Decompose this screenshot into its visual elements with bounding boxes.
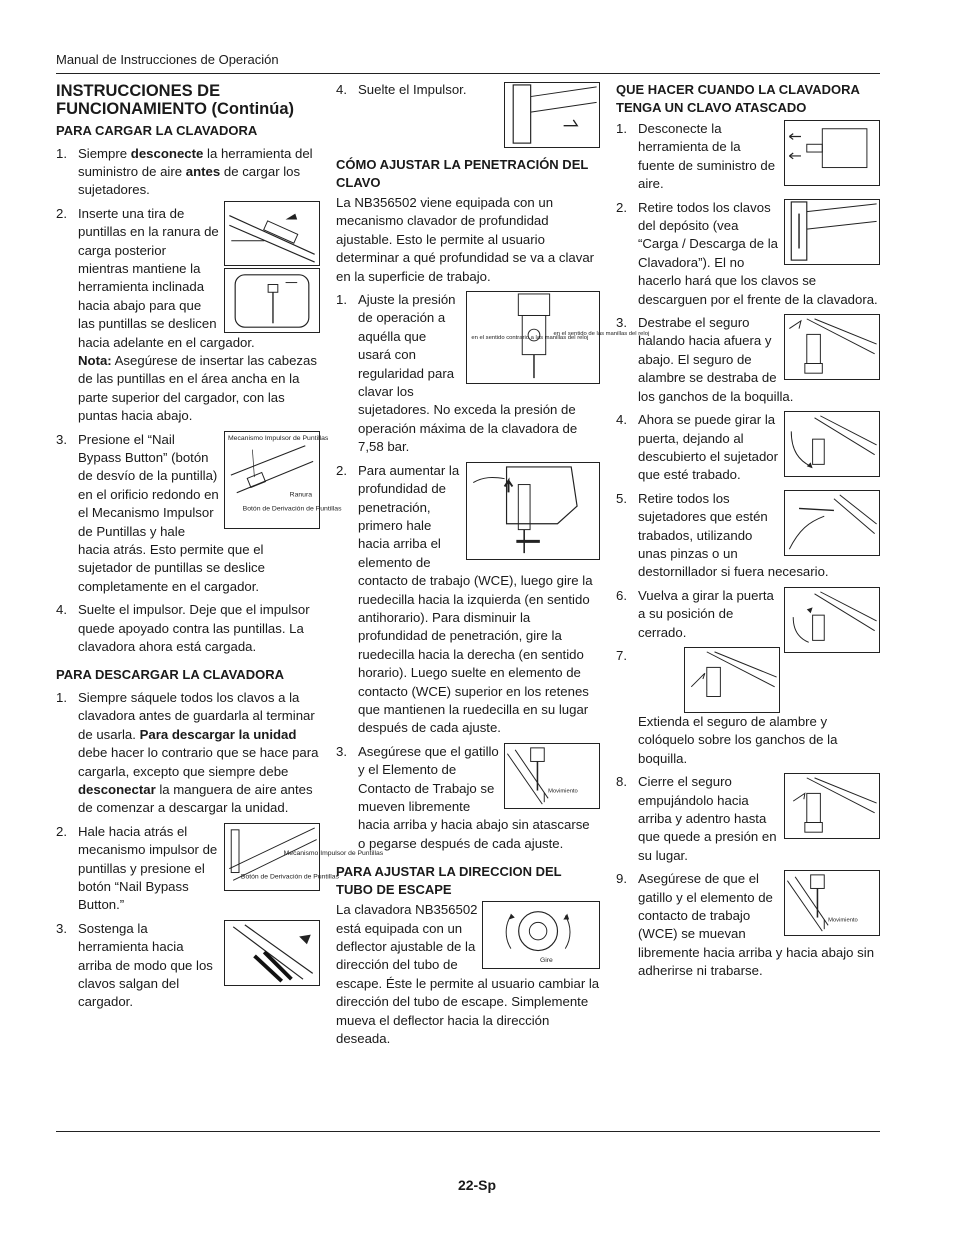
wce-figure bbox=[466, 462, 600, 560]
load-step-3: 3. Mecanismo Impulsor de Puntillas Ranura Botón de Derivación de Puntillas Presione el “Nail Bypass Button” (botón de desvío de la puntilla) en el orificio redondo en el Mecanismo Impulsor de Puntillas y hale hacia atrás. Esto permite que el sujetador de puntillas se deslice completamente en el cargador. bbox=[56, 431, 342, 594]
depth-step-2: 2. Para aumentar la profundidad de penetración, primero hale hacia arriba el elemento de contacto de trabajo (WCE), luego gire la ruedecilla hacia la izquierda (en sentido antihorario). Para disminuir la profundidad de penetración, gire la ruedecilla hacia la derecha (en sentido horario). Luego suelte en elemento de contacto (WCE) superior en los retenes que mantienen la ruedecilla en su lugar después de cada ajuste. bbox=[336, 462, 600, 738]
column-3 bbox=[616, 81, 880, 981]
close-latch-figure bbox=[784, 773, 880, 839]
open-door-figure bbox=[784, 411, 880, 477]
svg-text:Ranura: Ranura bbox=[289, 491, 313, 499]
extend-latch-figure bbox=[684, 647, 780, 713]
column-1 bbox=[56, 82, 384, 1012]
jam-heading: QUE HACER CUANDO LA CLAVADORA TENGA UN CLAVO ATASCADO bbox=[616, 82, 860, 115]
unload-step-1: 1. Siempre sáquele todos los clavos a la clavadora antes de guardarla al terminar de usarla. Para descargar la unidad debe hacer lo contrario que se hace para cargarla, excepto que siempre debe desconectar la manguera de aire antes de comenzar a descargar la unidad. bbox=[56, 689, 319, 816]
close-door-figure bbox=[784, 587, 880, 653]
svg-text:Movimiento: Movimiento bbox=[548, 788, 578, 795]
jam-step-1: 1. Desconecte la herramienta de la fuente de suministro de aire. bbox=[616, 120, 880, 194]
load-heading: PARA CARGAR LA CLAVADORA bbox=[56, 123, 258, 138]
depth-intro: La NB356502 viene equipada con un mecanismo clavador de profundidad ajustable. Esto le permite al usuario determinar a qué profundidad se va a clavar en la superficie de trabajo. bbox=[336, 195, 595, 284]
section-title: INSTRUCCIONES DE FUNCIONAMIENTO (Continúa) bbox=[56, 82, 295, 118]
trigger-movement-figure bbox=[504, 743, 600, 809]
remove-nails-figure bbox=[784, 199, 880, 265]
header-rule bbox=[56, 73, 880, 74]
disconnect-air-figure bbox=[784, 120, 880, 186]
load-step-2: 2. Inserte una tira de puntillas en la ranura de carga posterior mientras mantiene la herramienta inclinada hacia abajo para que las puntillas se deslicen hacia adelante en el cargador. Nota: Asegúrese de insertar las cabezas de las puntillas en el área ancha en la parte superior del cargador, con las puntas hacia abajo. bbox=[56, 205, 320, 426]
svg-text:Mecanismo Impulsor de Puntilla: Mecanismo Impulsor de Puntillas bbox=[227, 434, 329, 442]
running-header: Manual de Instrucciones de Operación bbox=[56, 52, 279, 67]
depth-step-3: 3. Movimiento Asegúrese que el gatillo y el Elemento de Contacto de Trabajo se mueven libremente hacia arriba y hacia abajo sin atascarse o pegarse después de cada ajuste. bbox=[336, 743, 600, 853]
nail-bypass-figure bbox=[224, 431, 342, 529]
svg-text:en el sentido de las manillas: en el sentido de las manillas del reloj bbox=[553, 331, 650, 338]
jam-step-2: 2. Retire todos los clavos del depósito (vea “Carga / Descarga de la Clavadora”). El no hacerlo hará que los clavos se descarguen por el frente de la clavadora. bbox=[616, 199, 880, 309]
load-step-4-release: 4. Suelte el Impulsor. bbox=[336, 81, 600, 148]
magazine-top-figure bbox=[224, 268, 320, 333]
nails-exit-figure bbox=[224, 920, 320, 986]
svg-text:Gire: Gire bbox=[540, 957, 553, 965]
footer-rule bbox=[56, 1131, 880, 1132]
unload-step-3: 3. Sostenga la herramienta hacia arriba de modo que los clavos salgan del cargador. bbox=[56, 920, 320, 1012]
svg-text:Movimiento: Movimiento bbox=[828, 917, 858, 924]
depth-heading: CÓMO AJUSTAR LA PENETRACIÓN DEL CLAVO bbox=[336, 157, 589, 190]
final-movement-figure bbox=[784, 870, 880, 936]
depth-dial-figure bbox=[466, 291, 650, 384]
load-strip-figure bbox=[224, 201, 320, 266]
pliers-figure bbox=[784, 490, 880, 556]
jam-step-8: 8. Cierre el seguro empujándolo hacia arriba y adentro hasta que quede a presión en su lugar. bbox=[616, 773, 880, 865]
jam-step-6: 6. Vuelva a girar la puerta a su posición de cerrado. bbox=[616, 587, 880, 642]
unload-step-2: 2. Mecanismo Impulsor de Puntillas Botón de Derivación de Puntillas Hale hacia atrás el mecanismo impulsor de puntillas y presione el botón “Nail Bypass Button.” bbox=[56, 823, 384, 913]
exhaust-heading: PARA AJUSTAR LA DIRECCION DEL TUBO DE ESCAPE bbox=[336, 864, 562, 897]
release-driver-figure bbox=[504, 82, 600, 148]
load-step-4: 4. Suelte el impulsor. Deje que el impulsor quede apoyado contra las puntillas. La clavadora ahora está cargada. bbox=[56, 602, 310, 655]
jam-step-7: 7. Extienda el seguro de alambre y colóquelo sobre los ganchos de la boquilla. bbox=[616, 647, 838, 766]
jam-step-3: 3. Destrabe el seguro halando hacia afuera y abajo. El seguro de alambre se destraba de los ganchos de la boquilla. bbox=[616, 314, 880, 406]
exhaust-deflector-figure bbox=[482, 901, 600, 969]
unload-bypass-figure bbox=[224, 823, 384, 891]
load-step-1: 1. Siempre desconecte la herramienta del suministro de aire antes de cargar los sujetadores. bbox=[56, 145, 313, 198]
column-2 bbox=[336, 81, 650, 1048]
svg-text:Botón de Derivación de Puntill: Botón de Derivación de Puntillas bbox=[242, 504, 342, 512]
jam-step-5: 5. Retire todos los sujetadores que estén trabados, utilizando unas pinzas o un destornillador si fuera necesario. bbox=[616, 490, 880, 582]
exhaust-paragraph: Gire La clavadora NB356502 está equipada con un deflector ajustable de la dirección del tubo de escape. Éste le permite al usuario cambiar la dirección del tubo de escape. Simplemente mueva el deflector hacia la dirección deseada. bbox=[336, 902, 600, 1047]
page-number: 22-Sp bbox=[457, 1177, 497, 1193]
release-latch-figure bbox=[784, 314, 880, 380]
jam-step-9: 9. Movimiento Asegúrese de que el gatillo y el elemento de contacto de trabajo (WCE) se muevan libremente hacia arriba y hacia abajo sin adherirse ni trabarse. bbox=[616, 870, 880, 980]
svg-text:Mecanismo Impulsor de Puntilla: Mecanismo Impulsor de Puntillas bbox=[283, 849, 384, 857]
unload-heading: PARA DESCARGAR LA CLAVADORA bbox=[56, 667, 284, 683]
depth-step-1: 1. en el sentido contrario a las manillas del reloj en el sentido de las manillas del reloj Ajuste la presión de operación a aquélla que usará con regularidad para clavar los sujetadores. No exceda la presión de operación máxima de la clavadora de 7,58 bar. bbox=[336, 292, 650, 455]
svg-text:en el sentido contrario a las: en el sentido contrario a las manillas del reloj bbox=[471, 334, 589, 341]
jam-step-4: 4. Ahora se puede girar la puerta, dejando al descubierto el sujetador que esté trabado. bbox=[616, 411, 880, 485]
svg-text:Botón de Derivación de Puntill: Botón de Derivación de Puntillas bbox=[240, 873, 339, 881]
